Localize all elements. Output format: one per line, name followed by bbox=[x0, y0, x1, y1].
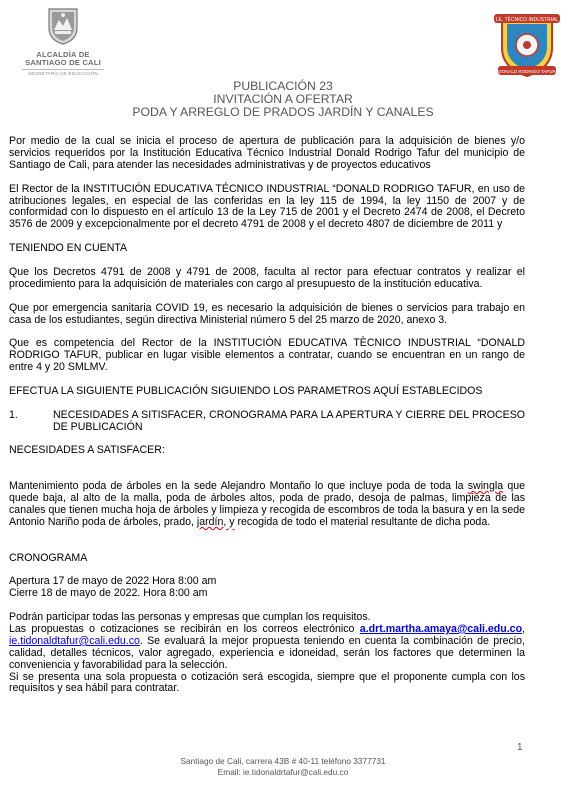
necesidades-heading: NECESIDADES A SATISFACER: bbox=[9, 444, 165, 457]
mantenimiento-text-c: recogida de todo el material resultante de dicha poda. bbox=[234, 515, 491, 528]
mantenimiento-text-a: Mantenimiento poda de árboles en la sede Alejandro Montaño lo que incluye poda de toda la bbox=[9, 480, 468, 493]
rector-paragraph: El Rector de la INSTITUCIÓN EDUCATIVA TÉCNICO INDUSTRIAL “DONALD RODRIGO TAFUR, en uso de atribuciones legales, en especial de las conferidas en la ley 115 de 1994, la ley 1150 de 2007 y de conformidad con lo dispuesto en el artículo 13 de la Ley 715 de 2001 y el Decreto 2474 de 2008, el Decreto 3576 de 2009 y excepcionalmente por el decreto 4791 de 2008 y el decreto 4807 de diciembre de 2011 y bbox=[9, 182, 525, 231]
document-title bbox=[0, 80, 566, 119]
footer-email: Email: ie.tidonaldrtafur@cali.edu.co bbox=[217, 766, 349, 777]
propuestas-comma: , bbox=[522, 622, 525, 635]
email-link-martha[interactable]: a.drt.martha.amaya@cali.edu.co bbox=[359, 622, 523, 635]
school-logo-top-text: I.E. TÉCNICO INDUSTRIAL bbox=[495, 17, 559, 23]
footer-address: Santiago de Cali, carrera 43B # 40-11 teléfono 3377731 bbox=[180, 756, 386, 766]
participar-line: Podrán participar todas las personas y empresas que cumplan los requisitos. bbox=[9, 611, 371, 624]
propuestas-paragraph bbox=[9, 624, 525, 672]
efectua-heading: EFECTUA LA SIGUIENTE PUBLICACIÓN SIGUIENDO LOS PARAMETROS AQUÍ ESTABLECIDOS bbox=[9, 384, 483, 397]
city-name-line2: SANTIAGO DE CALI bbox=[25, 58, 101, 68]
title-invitation: INVITACIÓN A OFERTAR bbox=[213, 92, 353, 106]
email-link-institution[interactable]: ie.tidonaldtafur@cali.edu.co bbox=[9, 634, 140, 647]
cronograma-heading: CRONOGRAMA bbox=[9, 551, 88, 564]
city-crest-icon bbox=[43, 6, 83, 46]
teniendo-heading: TENIENDO EN CUENTA bbox=[9, 242, 128, 255]
mantenimiento-paragraph bbox=[9, 481, 525, 529]
numbered-item-1 bbox=[9, 410, 525, 434]
secretaria-line: SECRETARÍA DE EDUCACIÓN bbox=[22, 69, 104, 76]
item-text: NECESIDADES A SITISFACER, CRONOGRAMA PARA LA APERTURA Y CIERRE DEL PROCESO DE PUBLICACIÓN bbox=[53, 408, 525, 433]
item-number: 1. bbox=[9, 408, 18, 421]
decretos-paragraph: Que los Decretos 4791 de 2008 y 4791 de 2008, faculta al rector para efectuar contratos y realizar el procedimiento para la adquisición de materiales con cargo al presupuesto de la institución educativa. bbox=[9, 265, 525, 290]
title-subject: PODA Y ARREGLO DE PRADOS JARDÍN Y CANALES bbox=[132, 105, 434, 119]
apertura-line: Apertura 17 de mayo de 2022 Hora 8:00 am bbox=[9, 575, 217, 588]
city-name-line1: ALCALDÍA DE bbox=[36, 50, 90, 59]
alcaldia-logo bbox=[22, 6, 104, 76]
page-number: 1 bbox=[517, 742, 523, 753]
propuestas-text-a: Las propuestas o cotizaciones se recibirán en los correos electrónico bbox=[9, 622, 360, 635]
cierre-line: Cierre 18 de mayo de 2022. Hora 8:00 am bbox=[9, 587, 208, 600]
mantenimiento-text-b: que quede baja, al alto de la malla, poda de árboles altos, poda de prado, desoja de palmas, limpieza de las canales que tienen mucha hoja de árboles y limpieza y recogida de escombros de toda la basura y en la sede Antonio Nariño poda de árboles, prado, bbox=[9, 480, 525, 528]
unica-propuesta-paragraph: Si se presenta una sola propuesta o cotización será escogida, siempre que el proponente cumpla con los requisitos y sea hábil para contratar. bbox=[9, 670, 525, 695]
school-logo-bottom-text: DONALD RODRIGO TAFUR bbox=[498, 69, 556, 74]
spellcheck-word: swingla bbox=[467, 480, 504, 493]
spellcheck-phrase: jardín, y bbox=[196, 515, 235, 528]
spacer bbox=[9, 541, 525, 553]
page-footer bbox=[0, 756, 566, 777]
document-body bbox=[9, 136, 525, 707]
propuestas-text-c: . Se evaluará la mejor propuesta teniendo en cuenta la combinación de precio, calidad, detalles técnicos, valor agregado, experiencia e idoneidad, serán los factores que determinen la conveniencia y favorabilidad para la selección. bbox=[9, 634, 525, 671]
covid-paragraph: Que por emergencia sanitaria COVID 19, es necesario la adquisición de bienes o servicios para trabajo en casa de los estudiantes, según directiva Ministerial número 5 del 25 marzo de 2020, anexo 3. bbox=[9, 301, 525, 326]
intro-paragraph: Por medio de la cual se inicia el proceso de apertura de publicación para la adquisición de bienes y/o servicios requeridos por la Institución Educativa Técnico Industrial Donald Rodrigo Tafur del municipio de Santiago de Cali, para atender las necesidades administrativas y de proyectos educativos bbox=[9, 135, 525, 171]
title-publication-number: PUBLICACIÓN 23 bbox=[233, 79, 333, 93]
competencia-paragraph: Que es competencia del Rector de la INSTITUCIÒN EDUCATIVA TÈCNICO INDUSTRIAL “DONALD RODRIGO TAFUR, publicar en lugar visible elementos a contratar, cuando se encuentran en un rango de entre 4 y 20 SMLMV. bbox=[9, 337, 525, 374]
school-emblem-icon bbox=[492, 10, 562, 80]
